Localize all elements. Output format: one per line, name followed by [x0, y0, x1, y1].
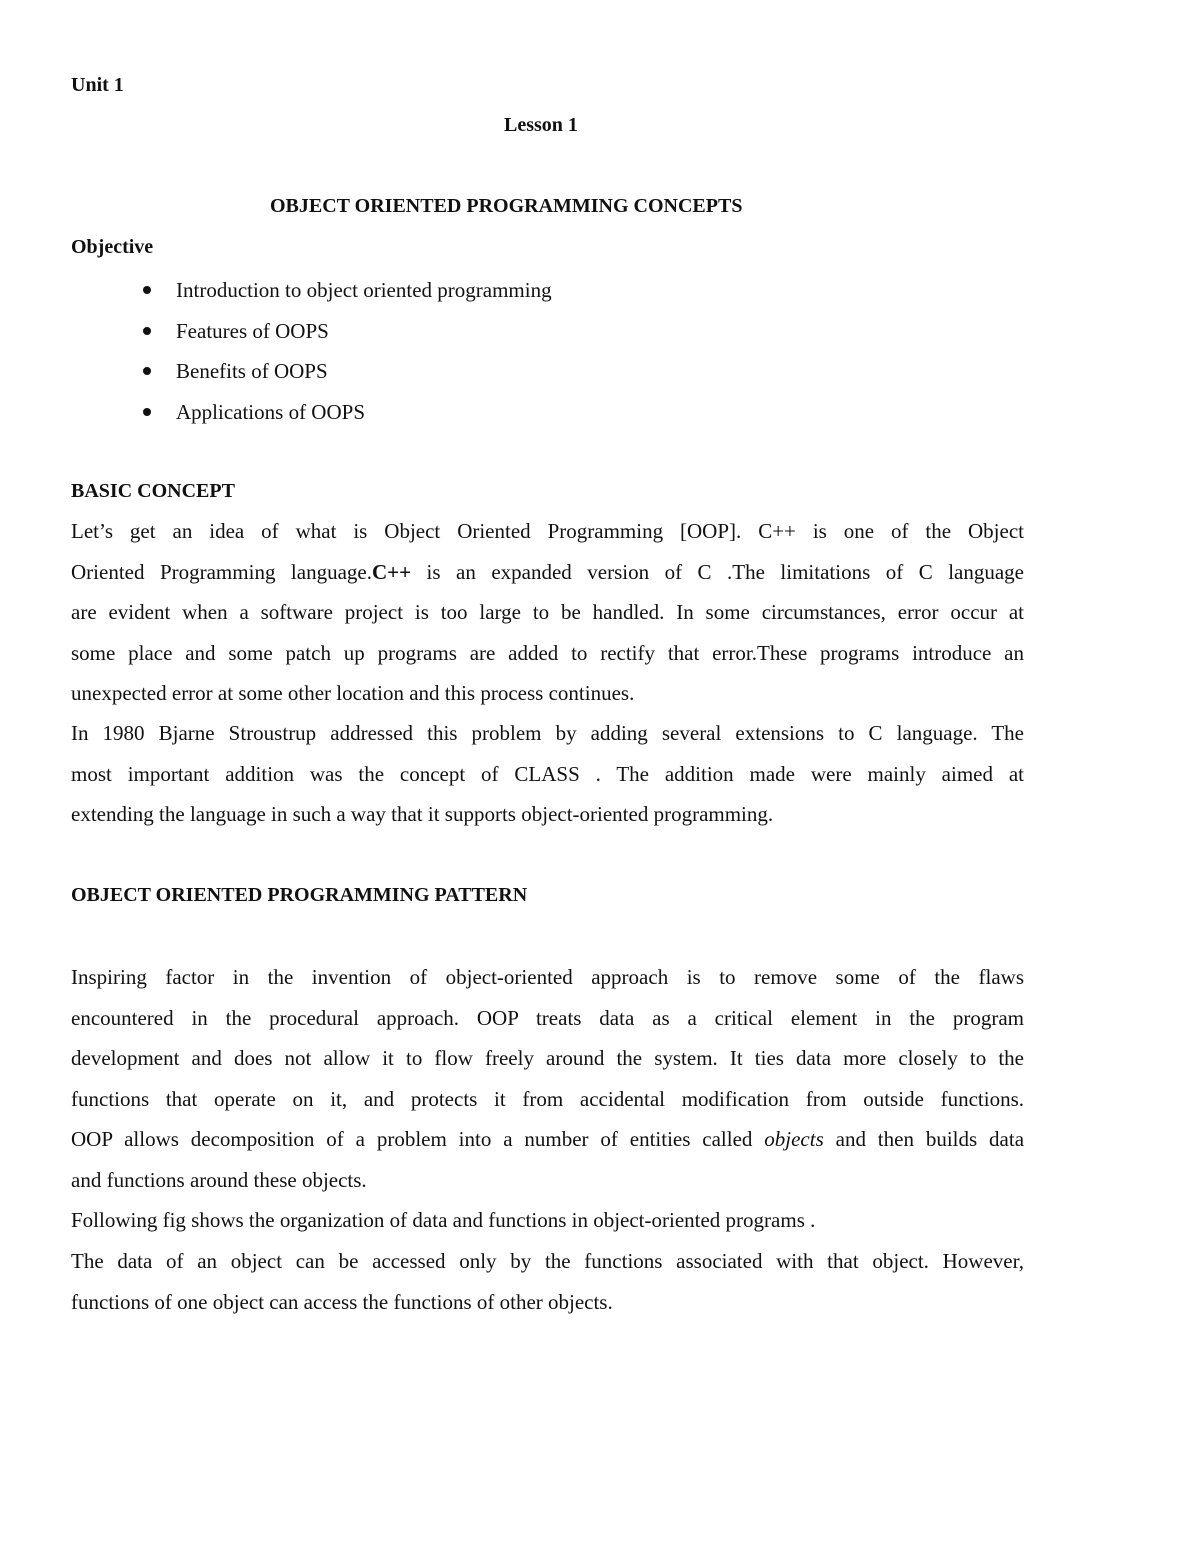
text-line: In 1980 Bjarne Stroustrup addressed this problem by adding several extensions to C language. The [71, 721, 1024, 745]
text-line: unexpected error at some other location and this process continues. [71, 681, 635, 705]
basic-concept-heading: BASIC CONCEPT [71, 480, 235, 502]
lesson-label: Lesson 1 [504, 114, 578, 136]
bullet-icon [143, 367, 151, 375]
unit-label: Unit 1 [71, 74, 124, 96]
list-item-text: Features of OOPS [176, 318, 329, 343]
text-span: is an expanded version of C .The limitations of C language [411, 559, 1024, 584]
text-span: OOP allows decomposition of a problem into a number of entities called [71, 1127, 765, 1151]
text-line: functions of one object can access the functions of other objects. [71, 1289, 613, 1314]
list-item [139, 270, 552, 311]
text-line: extending the language in such a way that it supports object-oriented programming. [71, 802, 774, 826]
bullet-icon [143, 408, 151, 416]
text-line: functions that operate on it, and protects it from accidental modification from outside functions. [71, 1086, 1024, 1111]
pattern-paragraph-2 [71, 1200, 1024, 1241]
objective-heading: Objective [71, 236, 154, 258]
pattern-heading: OBJECT ORIENTED PROGRAMMING PATTERN [71, 884, 528, 906]
text-line: Inspiring factor in the invention of object-oriented approach is to remove some of the flaws [71, 965, 1024, 989]
bullet-icon [143, 286, 151, 294]
text-line: development and does not allow it to flow freely around the system. It ties data more closely to the [71, 1046, 1024, 1070]
text-line: encountered in the procedural approach. OOP treats data as a critical element in the program [71, 1005, 1024, 1030]
list-item-text: Applications of OOPS [176, 399, 365, 424]
basic-concept-paragraph-2 [71, 713, 1024, 835]
text-line [71, 1119, 1024, 1160]
list-item [139, 392, 552, 433]
text-line: Following fig shows the organization of data and functions in object-oriented programs . [71, 1208, 816, 1232]
list-item [139, 351, 552, 392]
text-span: and then builds data [823, 1127, 1025, 1151]
page-title: OBJECT ORIENTED PROGRAMMING CONCEPTS [270, 195, 743, 217]
list-item-text: Introduction to object oriented programming [176, 278, 552, 302]
text-line: Let’s get an idea of what is Object Oriented Programming [OOP]. C++ is one of the Object [71, 519, 1024, 543]
bullet-icon [143, 327, 151, 335]
pattern-paragraph-3 [71, 1241, 1024, 1322]
emphasis-text: objects [764, 1127, 824, 1151]
list-item [139, 311, 552, 352]
text-span: Oriented Programming language. [71, 559, 372, 584]
objective-list [139, 270, 552, 432]
text-line: most important addition was the concept of CLASS . The addition made were mainly aimed at [71, 761, 1024, 786]
text-line [71, 552, 1024, 593]
text-line: The data of an object can be accessed only by the functions associated with that object. However, [71, 1249, 1024, 1273]
pattern-paragraph-1 [71, 957, 1024, 1200]
text-line: some place and some patch up programs are added to rectify that error.These programs introduce an [71, 640, 1024, 665]
text-line: are evident when a software project is too large to be handled. In some circumstances, error occur at [71, 600, 1024, 624]
text-line: and functions around these objects. [71, 1167, 367, 1192]
emphasis-text: C++ [371, 559, 412, 584]
list-item-text: Benefits of OOPS [176, 359, 328, 383]
basic-concept-paragraph-1 [71, 511, 1024, 714]
